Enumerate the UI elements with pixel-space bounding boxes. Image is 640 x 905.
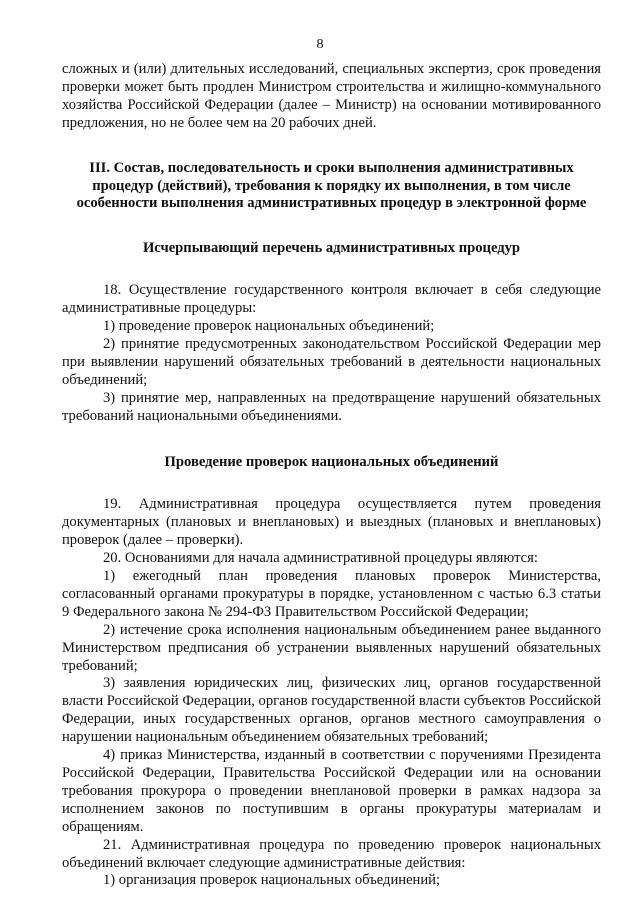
- paragraph-20-item-3: 3) заявления юридических лиц, физических лиц, органов государственной власти Российской Федерации, органов государственной власти субъектов Российской Федерации, иных государственных органов, органов местного самоуправления о нарушении национальным объединением обязательных требований;: [62, 675, 602, 746]
- paragraph-18-item-2: 2) принятие предусмотренных законодательством Российской Федерации мер при выявлении нарушений обязательных требований в деятельности национальных объединений;: [62, 335, 601, 388]
- paragraph-20: 20. Основаниями для начала административной процедуры являются:: [103, 550, 538, 567]
- page-number: 8: [316, 37, 324, 52]
- section-title: III. Состав, последовательность и сроки выполнения административных процедур (действий), требования к порядку их выполнения, в том числе особенности выполнения административных процедур в электронной форме: [76, 159, 587, 212]
- paragraph-18-item-3: 3) принятие мер, направленных на предотвращение нарушений обязательных требований национальными объединениями.: [62, 389, 601, 424]
- paragraph-19: 19. Административная процедура осуществляется путем проведения документарных (плановых и внеплановых) и выездных (плановых и внеплановых) проверок (далее – проверки).: [62, 496, 601, 549]
- paragraph-20-item-4: 4) приказ Министерства, изданный в соответствии с поручениями Президента Российской Федерации, Правительства Российской Федерации или на основании требования прокурора о проведении внеплановой проверки в рамках надзора за исполнением законов по поступившим в органы прокуратуры материалам и обращениям.: [62, 747, 601, 835]
- paragraph-18-item-1: 1) проведение проверок национальных объединений;: [103, 318, 435, 335]
- paragraph-20-item-1: 1) ежегодный план проведения плановых проверок Министерства, согласованный органами прокуратуры в порядке, установленном с частью 6.3 статьи 9 Федерального закона № 294-ФЗ Правительством Российской Федерации;: [62, 568, 601, 620]
- paragraph-21: 21. Административная процедура по проведению проверок национальных объединений включает следующие административные действия:: [62, 836, 601, 871]
- document-body: [62, 61, 601, 890]
- subsection-title-inspections: Проведение проверок национальных объединений: [164, 453, 499, 470]
- paragraph-21-item-1: 1) организация проверок национальных объединений;: [103, 872, 441, 889]
- paragraph-20-item-2: 2) истечение срока исполнения национальным объединением ранее выданного Министерством предписания об устранении выявленных нарушений обязательных требований;: [62, 621, 601, 674]
- paragraph-18: 18. Осуществление государственного контроля включает в себя следующие административные процедуры:: [62, 282, 601, 317]
- intro-paragraph: сложных и (или) длительных исследований, специальных экспертиз, срок проведения проверки может быть продлен Министром строительства и жилищно-коммунального хозяйства Российской Федерации (далее – Министр) на основании мотивированного предложения, но не более чем на 20 рабочих дней.: [62, 61, 601, 131]
- subsection-title-procedures-list: Исчерпывающий перечень административных процедур: [142, 240, 521, 257]
